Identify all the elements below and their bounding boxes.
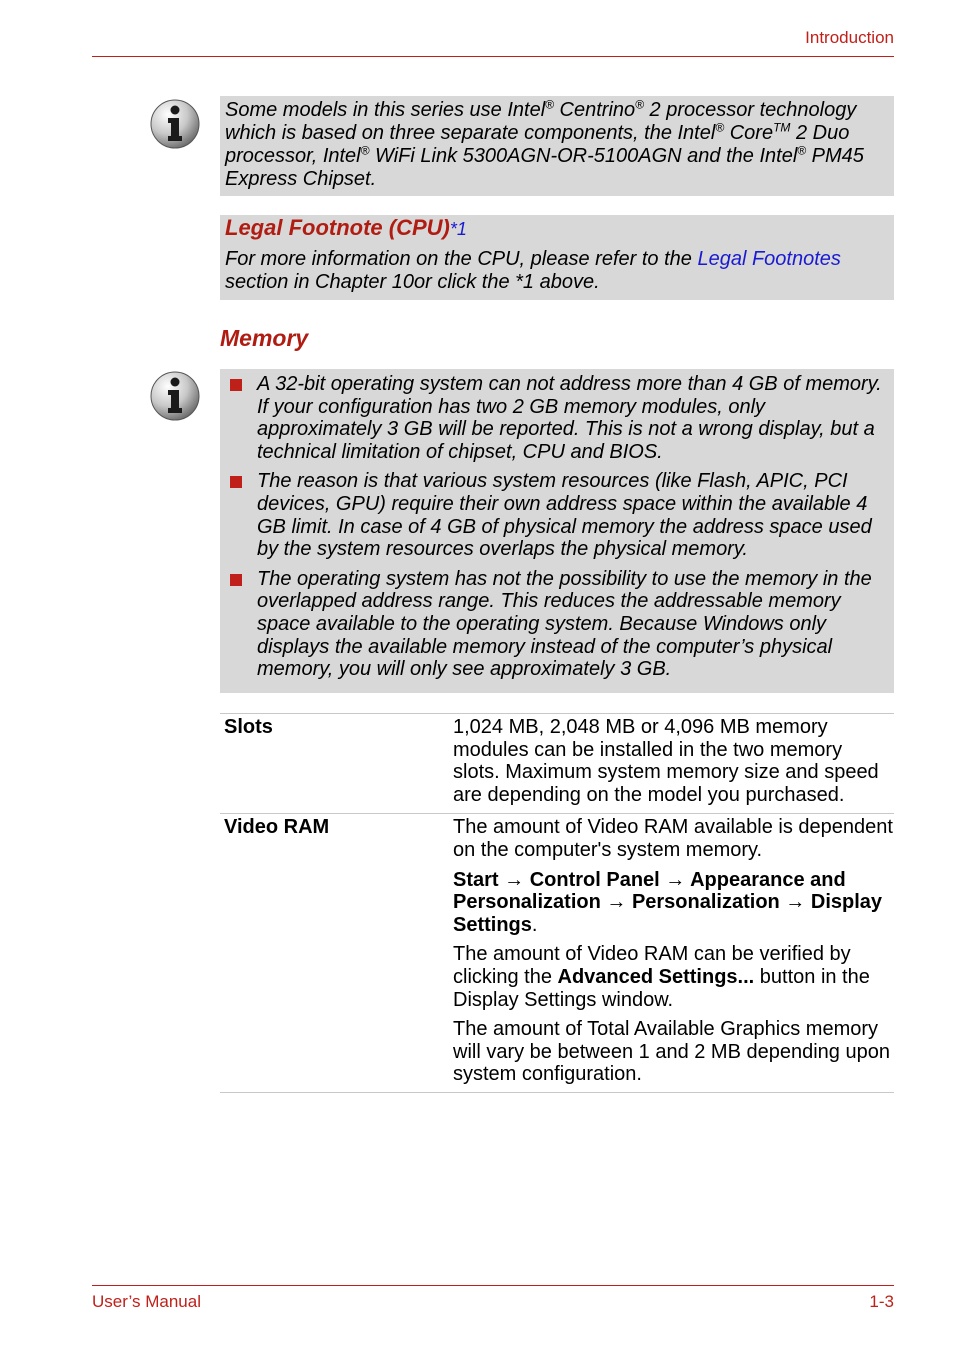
processor-note (220, 96, 894, 196)
footnote-ref-link[interactable]: *1 (449, 219, 467, 239)
legal-footnote-text: For more information on the CPU, please refer to the Legal Footnotes section in Chapter 10or click the *1 above. (225, 248, 841, 293)
table-row (220, 714, 894, 814)
memory-note (220, 369, 894, 693)
settings-path: Start → Control Panel → Appearance and Personalization → Personalization → Display Settings. (453, 868, 883, 936)
processor-note-text: Some models in this series use Intel® Centrino® 2 processor technology which is based on three separate components, the Intel® Core™ 2 Duo processor, Intel® WiFi Link 5300AGN-OR-5100AGN and the Intel® PM45 Express Chipset. (225, 97, 864, 190)
legal-footnotes-link[interactable]: Legal Footnotes (697, 248, 841, 270)
slots-label: Slots (224, 716, 273, 738)
video-ram-value (449, 814, 894, 1093)
info-icon (150, 371, 200, 421)
video-ram-text-4: The amount of Total Available Graphics memory will vary be between 1 and 2 MB depending upon system configuration. (453, 1018, 890, 1086)
page-number: 1-3 (869, 1292, 894, 1311)
legal-footnote-heading: Legal Footnote (CPU)*1 (225, 215, 467, 240)
legal-footnote-box (220, 215, 894, 300)
video-ram-text-3: The amount of Video RAM can be verified by clicking the Advanced Settings... button in the Display Settings window. (453, 943, 870, 1011)
arrow-icon: → (600, 891, 632, 914)
memory-heading: Memory (220, 325, 309, 351)
info-icon (150, 99, 200, 149)
video-ram-label: Video RAM (224, 816, 330, 839)
footer-manual-title: User’s Manual (92, 1292, 201, 1311)
video-ram-text-1: The amount of Video RAM available is dependent on the computer's system memory. (453, 816, 893, 861)
memory-spec-table (220, 713, 894, 1093)
arrow-icon: → (659, 868, 691, 891)
list-item: The operating system has not the possibility to use the memory in the overlapped address range. This reduces the addressable memory space available to the operating system. Because Windows only displays the available memory instead of the computer’s physical memory, you will only see approximately 3 GB. (225, 568, 888, 681)
page-footer (92, 1285, 894, 1311)
bullet-square-icon (230, 574, 242, 586)
page-header (92, 26, 894, 57)
arrow-icon: → (498, 868, 530, 891)
header-section-title: Introduction (805, 28, 894, 47)
arrow-icon: → (779, 891, 811, 914)
table-row (220, 814, 894, 1093)
slots-value: 1,024 MB, 2,048 MB or 4,096 MB memory modules can be installed in the two memory slots. Maximum system memory size and speed are depending on the model you purchased. (453, 716, 879, 806)
bullet-square-icon (230, 476, 242, 488)
list-item: A 32-bit operating system can not address more than 4 GB of memory. If your configuration has two 2 GB memory modules, only approximately 3 GB will be reported. This is not a wrong display, but a technical limitation of chipset, CPU and BIOS. (225, 373, 888, 463)
bullet-square-icon (230, 379, 242, 391)
list-item: The reason is that various system resources (like Flash, APIC, PCI devices, GPU) require their own address space within the available 4 GB limit. In case of 4 GB of physical memory the address space used by the system resources overlaps the physical memory. (225, 470, 888, 560)
memory-bullet-list (225, 373, 888, 681)
